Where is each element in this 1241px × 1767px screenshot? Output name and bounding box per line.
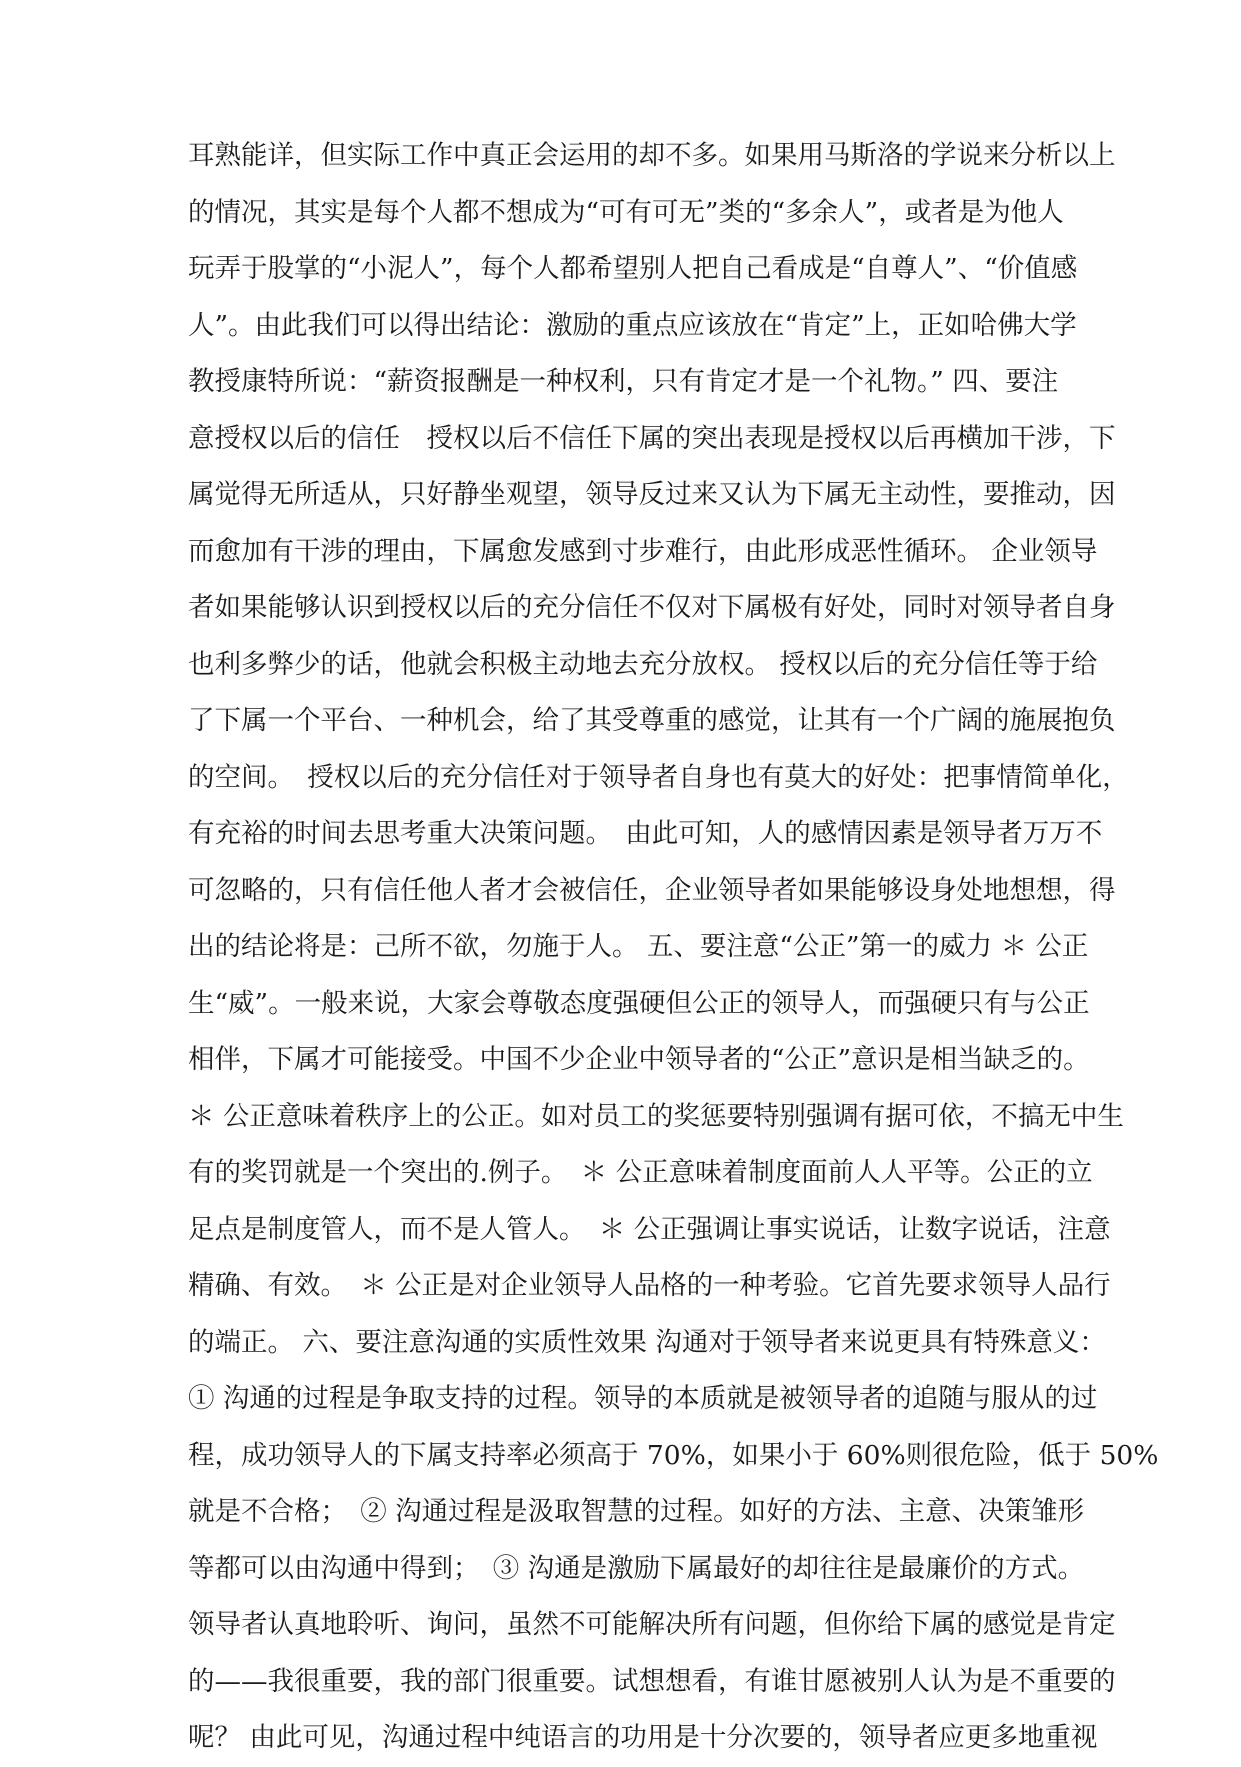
text-line: 精确、有效。 ＊ 公正是对企业领导人品格的一种考验。它首先要求领导人品行 <box>188 1270 1111 1301</box>
text-line: 呢？ 由此可见，沟通过程中纯语言的功用是十分次要的，领导者应更多地重视 <box>188 1722 1098 1753</box>
text-line: 者如果能够认识到授权以后的充分信任不仅对下属极有好处，同时对领导者自身 <box>188 592 1116 623</box>
text-line: 有充裕的时间去思考重大决策问题。 由此可知，人的感情因素是领导者万万不 <box>188 818 1103 849</box>
body-text <box>188 128 1159 1767</box>
text-line: 意授权以后的信任 授权以后不信任下属的突出表现是授权以后再横加干涉，下 <box>188 422 1116 454</box>
text-line: 玩弄于股掌的“小泥人”，每个人都希望别人把自己看成是“自尊人”、“价值感 <box>188 253 1078 284</box>
text-line: 相伴，下属才可能接受。中国不少企业中领导者的“公正”意识是相当缺乏的。 <box>188 1044 1090 1075</box>
text-line: 可忽略的，只有信任他人者才会被信任，企业领导者如果能够设身处地想想，得 <box>188 874 1116 906</box>
text-line: 了下属一个平台、一种机会，给了其受尊重的感觉，让其有一个广阔的施展抱负 <box>188 705 1116 736</box>
text-line: ① 沟通的过程是争取支持的过程。领导的本质就是被领导者的追随与服从的过 <box>188 1383 1098 1414</box>
text-line: 人”。由此我们可以得出结论：激励的重点应该放在“肯定”上，正如哈佛大学 <box>188 309 1077 341</box>
text-line: 足点是制度管人，而不是人管人。 ＊ 公正强调让事实说话，让数字说话，注意 <box>188 1213 1111 1245</box>
text-line: 有的奖罚就是一个突出的.例子。 ＊ 公正意味着制度面前人人平等。公正的立 <box>188 1157 1093 1188</box>
text-line: 就是不合格； ② 沟通过程是汲取智慧的过程。如好的方法、主意、决策雏形 <box>188 1496 1085 1527</box>
text-line: ＊ 公正意味着秩序上的公正。如对员工的奖惩要特别强调有据可依，不搞无中生 <box>188 1100 1124 1132</box>
text-line: 的——我很重要，我的部门很重要。试想想看，有谁甘愿被别人认为是不重要的 <box>188 1665 1116 1697</box>
text-line: 的空间。 授权以后的充分信任对于领导者自身也有莫大的好处：把事情简单化， <box>188 761 1129 793</box>
text-line: 耳熟能详，但实际工作中真正会运用的却不多。如果用马斯洛的学说来分析以上 <box>188 140 1116 171</box>
text-line: 程，成功领导人的下属支持率必须高于 70%，如果小于 60%则很危险，低于 50% <box>188 1439 1159 1471</box>
text-line: 属觉得无所适从，只好静坐观望，领导反过来又认为下属无主动性，要推动，因 <box>188 479 1116 510</box>
text-line: 的情况，其实是每个人都不想成为“可有可无”类的“多余人”，或者是为他人 <box>188 196 1064 228</box>
text-line: 领导者认真地聆听、询问，虽然不可能解决所有问题，但你给下属的感觉是肯定 <box>188 1609 1116 1640</box>
text-line: 等都可以由沟通中得到； ③ 沟通是激励下属最好的却往往是最廉价的方式。 <box>188 1552 1085 1584</box>
text-line: 也利多弊少的话，他就会积极主动地去充分放权。 授权以后的充分信任等于给 <box>188 648 1098 680</box>
text-line: 生“威”。一般来说，大家会尊敬态度强硬但公正的领导人，而强硬只有与公正 <box>188 987 1090 1019</box>
text-line: 教授康特所说：“薪资报酬是一种权利，只有肯定才是一个礼物。” 四、要注 <box>188 366 1059 397</box>
text-line: 的端正。 六、要注意沟通的实质性效果 沟通对于领导者来说更具有特殊意义： <box>188 1326 1106 1358</box>
text-line: 而愈加有干涉的理由，下属愈发感到寸步难行，由此形成恶性循环。 企业领导 <box>188 535 1098 567</box>
text-line: 出的结论将是：己所不欲，勿施于人。 五、要注意“公正”第一的威力 ＊ 公正 <box>188 931 1089 962</box>
